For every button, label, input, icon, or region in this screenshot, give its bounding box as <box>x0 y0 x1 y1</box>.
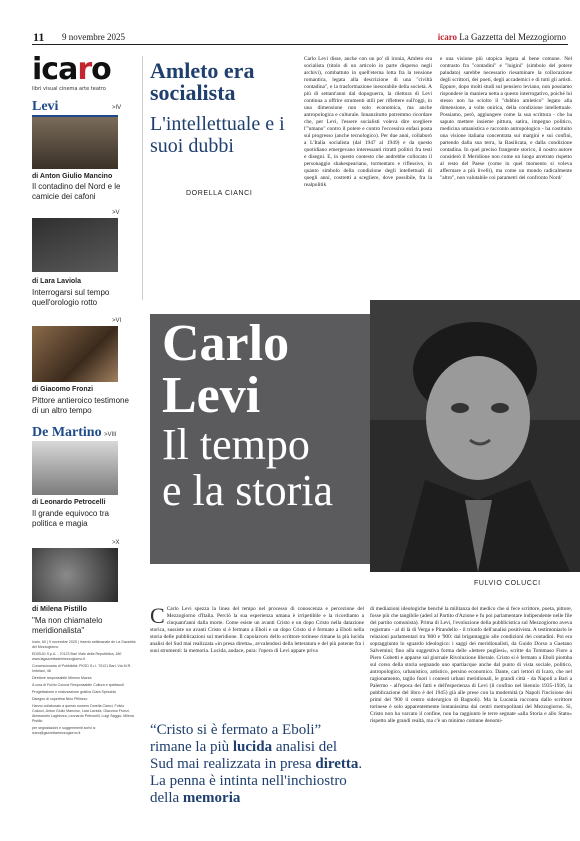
imprint-line: Disegno di copertina Nino Pillirizzo <box>32 697 88 701</box>
imprint-line[interactable]: per segnalazioni e suggerimenti scrivi a: icaro@gazzettamezzogiorno.it <box>32 726 96 735</box>
issue-date: 9 novembre 2025 <box>62 32 125 42</box>
column-divider <box>142 56 143 300</box>
portrait-illustration <box>370 300 580 572</box>
hero-title-line: e la storia <box>162 466 334 515</box>
subheadline-intellettuale: L'intellettuale e i suoi dubbi <box>150 113 285 157</box>
drop-cap: C <box>150 606 165 628</box>
section-title-levi: Levi <box>32 99 118 117</box>
hero-title-line: Carlo <box>162 315 290 372</box>
imprint-line: Progettazione e realizzazione grafica Clara Speschiu <box>32 690 117 694</box>
page-number: 11 <box>33 30 45 44</box>
masthead-newspaper: La Gazzetta del Mezzogiorno <box>459 32 566 42</box>
carlo-levi-photo <box>370 300 580 572</box>
bottom-article-column-2 <box>370 606 572 836</box>
byline-petrocelli: di Leonardo Petrocelli <box>32 499 106 506</box>
icaro-logo[interactable]: icaro <box>32 52 111 87</box>
page-ref-vi: >VI <box>112 318 122 324</box>
thumb-image-pittore[interactable] <box>32 326 118 382</box>
section-title-demartino: De Martino <box>32 425 102 443</box>
byline-mancino: di Anton Giulio Mancino <box>32 173 113 180</box>
byline-pistillo: di Milena Pistillo <box>32 606 87 613</box>
masthead <box>438 32 566 42</box>
thumb-image-contadino[interactable] <box>32 117 118 169</box>
imprint-line: Icaro, 60 | 9 novembre 2025 | Inserto settimanale de La Gazzetta del Mezzogiorno <box>32 640 136 649</box>
page-ref-x: >X <box>112 540 120 546</box>
top-article-column-2 <box>440 56 572 300</box>
imprint-line: Direttore responsabile Mimmo Mazza <box>32 676 92 680</box>
imprint-line: Hanno collaborato a questo numero Dorella Cianci, Fulvio Colucci, Anton Giulio Mancino, Lara Laviola, Giacomo Fronzi, Alessandro Laghezza, Leonardo Petrocelli, Luigi Saggio, Milena Pistillo <box>32 704 134 723</box>
top-article-column-1 <box>304 56 432 300</box>
article-body: di mediazioni ideologiche benché la militanza del medico che si fece scrittore, poeta, pittore, fosse più che tangibile (aderì al Partito d'Azione e fu poi parlamentare indipendente nelle file del partito comunista). Prima di Levi, l'evoluzione della pubblicistica sul Mezzogiorno aveva registrato - al di là di Verga e Pirandello - il trionfo dell'analisi positivista. A testimoniarlo le relazioni parlamentari tra '800 e '900: dal brigantaggio alle condizioni dei contadini. Poi era sopraggiunto lo sguardo ideologico: i saggi dei meridionalisti, da Guido Dorso a Gaetano Salvemini; fino alla suggestiva forma delle «lettere pugliesi», scritte da Tommaso Fiore a Piero Gobetti e apparse sul giornale Rivoluzione liberale. Cristo si è fermato a Eboli piomba sul corso della storia segnando uno spartiacque anche dal punto di vista sociale, politico, antropologico, urbanistico, artistico, persino economico. Dante, cari lettori di Icaro, che nel ragionamento, taglio fuori i contesti urbani meridionali, le grandi città - da Napoli a Bari a Palermo - all'epoca dei fatti e dell'esperienza di Levi (il confino nel biennio 1935-1936, la pubblicazione del libro è del 1945) già alle prese con la modernità (a Napoli l'incisione dei primi del '900 il centro siderurgico di Bagnoli). Ma la Lucania racconta dallo scrittore torinese è solo apparentemente lontanissima dai centri metropolitani del Mezzogiorno. Si, Cristo non ha varcato il confine, non ha raggiunto le terre segnate «alla Storia e allo Stato» rispetto alle grandi realtà, ma c'è un minimo comune denomi- <box>370 606 572 724</box>
imprint-line: A cura di Fulvio Colucci Responsabile Cultura e spettacoli <box>32 683 124 687</box>
page-ref-iv: >IV <box>112 105 122 111</box>
sidebar <box>32 52 134 92</box>
header-rule <box>32 44 568 45</box>
author-cianci: DORELLA CIANCI <box>186 190 253 197</box>
page-ref-v: >V <box>112 210 120 216</box>
article-body: Carlo Levi spezza la linea del tempo nel processo di conoscenza e percezione del Mezzogiorno d'Italia. Perciò la sua esperienza umana è irripetibile e la ricordiamo a cinquant'anni dalla morte. Come esiste un avanti Cristo e un dopo Cristo nella datazione storica, sussiste un avanti Cristo si è fermato a Eboli e un dopo Cristo si è fermato a Eboli nella storia delle pubblicazioni sul meridione. Il capolavoro dello scrittore torinese rimane la più lucida analisi del Sud mai realizzata «in presa diretta», avvalendosi della letteratura e del più potente fra i suoi strumenti: la memoria. Lucida, audace, pura: l'opera di Levi appare priva <box>150 606 364 654</box>
teaser-pistillo[interactable]: "Ma non chiamatelo meridionalista" <box>32 616 103 635</box>
article-body: Carlo Levi disse, anche con un po' di ironia, Amleto era socialista (titolo di un articolo in parte disperso negli archivi), combattuto in quell'eterna lotta fra la tensione romantica, legata alla descrizione di una "civiltà contadina", e la trasformazione inesorabile della società. A più di settant'anni dal dopoguerra, la rilettura di Levi continua a offrire strumenti utili per riflettere sull'oggi, in una dimensione non solo economica, ma anche antropologica e culturale. Innanzitutto potremmo ricordare che, per Levi, l'essere socialisti voleva dire scegliere l'"umano" contro il potere e contro l'eccessiva enfasi posta sul progresso (anche tecnologico). Per due anni, collaborò a L'Italia socialista (dal 1947 al 1949) e da questo quotidiano emergevano interessanti ritratti politici fra testi e disegni. E, in questo contesto che andrebbe collocato il personaggio shakespeariano, tormentato e riflessivo, in quanto simbolo della condizione degli intellettuali di quegli anni, costretti a scegliere, dove possibile, fra la realpolitik <box>304 56 432 188</box>
imprint-line: EDISUD S.p.A. - 70123 Bari Viale della Repubblica, 180 www.lagazzettadelmezzogiorno.it <box>32 652 122 661</box>
imprint-line: Concessionaria di Pubblicità: PKSD S.r.l. 70121 Bari, Via M.R. Imbriani, 48 <box>32 664 132 673</box>
bottom-article-column-1 <box>150 606 364 714</box>
photo-credit: FULVIO COLUCCI <box>474 580 541 587</box>
teaser-laviola[interactable]: Interrogarsi sul tempo quell'orologio rotto <box>32 288 110 307</box>
article-body: e una visione più utopica legata al bene comune. Nel contrasto fra "contadini" e "luigini" (simbolo del potere paludato) sarebbe necessario riesaminare la collocazione degli scrittori, dei poeti, degli accademici e di tutti gli artisti. Eppure, dopo molti studi sul pensiero leviano, non possiamo rispondere in maniera netta a questo interrogativo, poiché lui stesso non ha sciolto il "dubbio amletico" legato alla dimensione, a volte onirica, della condizione intellettuale. Possiamo, però, aggiungere come la sua scrittura - che ha saputo mettere insieme pittura, satira, impegno politico, medicina umanistica e racconto antropologico - ha costituito una visione italiana concentrata sui margini e sui confini, partendo dalla sua terra, la Basilicata, e dalla condizione contadina. In quel preciso frangente storico, il nostro autore considerò il Meridione non come un luogo arretrato rispetto al resto del Paese (come in quel momento si voleva affermare a più livelli), ma come un mondo radicalmente "altro", non valutabile coi parametri del confronto Nord/ <box>440 56 572 181</box>
thumb-image-equivoco[interactable] <box>32 441 118 495</box>
thumb-image-meridionalista[interactable] <box>32 548 118 602</box>
byline-laviola: di Lara Laviola <box>32 278 82 285</box>
teaser-mancino[interactable]: Il contadino del Nord e le camicie dei cafoni <box>32 182 121 201</box>
thumb-image-orologio[interactable] <box>32 218 118 272</box>
byline-fronzi: di Giacomo Fronzi <box>32 386 94 393</box>
teaser-fronzi[interactable]: Pittore antieroico testimone di un altro tempo <box>32 396 129 415</box>
teaser-petrocelli[interactable]: Il grande equivoco tra politica e magia <box>32 509 109 528</box>
pull-quote: “Cristo si è fermato a Eboli” rimane la più lucida analisi del Sud mai realizzata in presa diretta. La penna è intinta nell'inchiostro della memoria <box>150 722 363 806</box>
headline-amleto: Amleto era socialista <box>150 58 255 105</box>
imprint-block <box>32 640 136 738</box>
logo-tagline: libri visual cinema arte teatro <box>32 86 106 92</box>
masthead-brand: icaro <box>437 32 458 42</box>
hero-title-line: Levi <box>162 367 261 424</box>
page-ref-viii: >VIII <box>104 432 117 438</box>
hero-title <box>162 315 334 515</box>
hero-title-line: Il tempo <box>162 420 310 469</box>
